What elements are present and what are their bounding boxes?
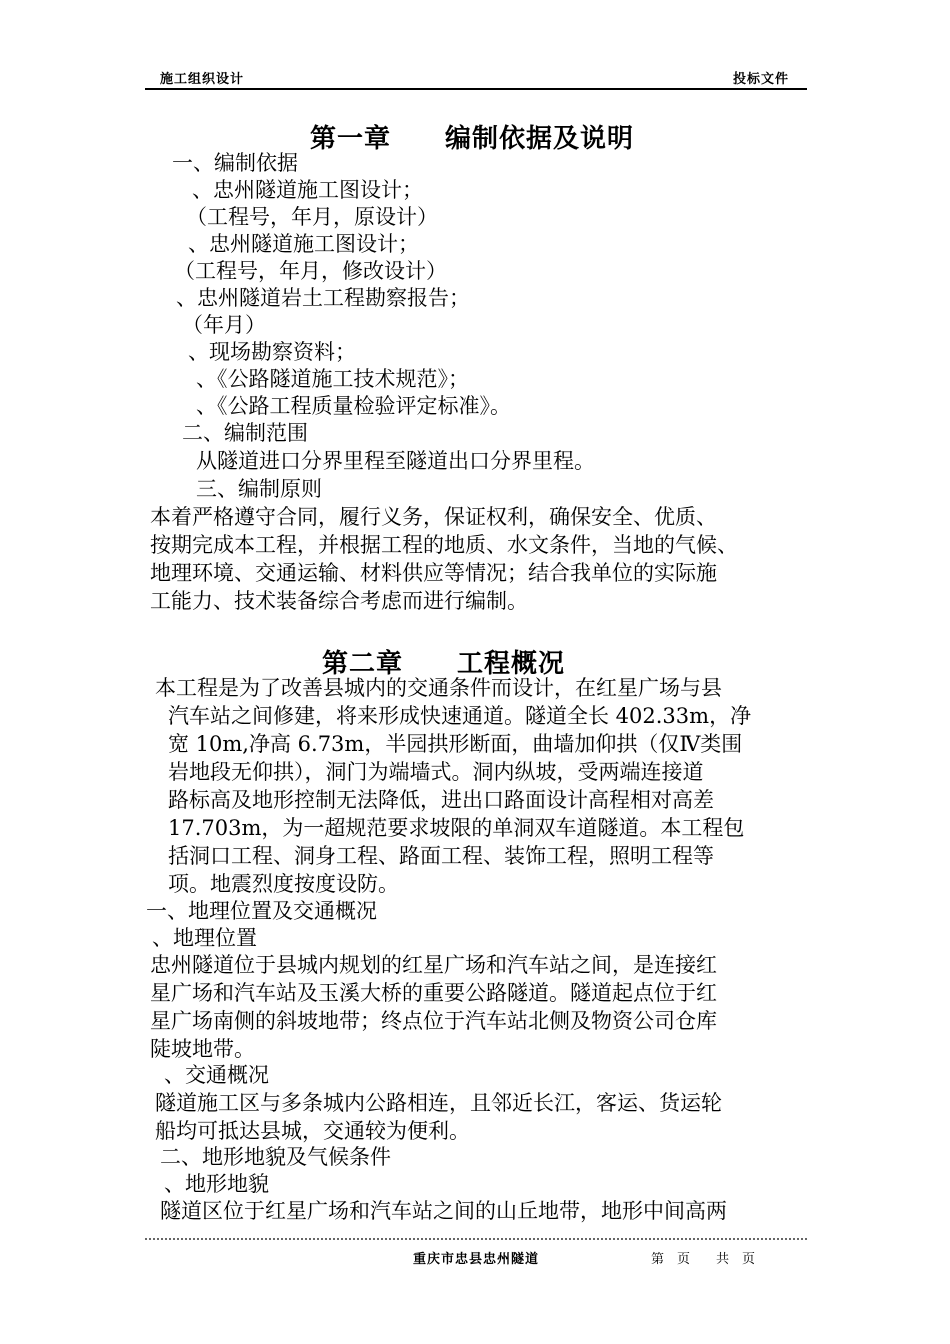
ch2-line-1: 汽车站之间修建，将来形成快速通道。隧道全长 402.33m，净 [168,704,752,728]
header-left-text: 施工组织设计 [160,72,245,87]
footer-page-number: 第 页 共 页 [651,1252,756,1267]
chapter-2-title: 第二章 工程概况 [322,649,566,679]
ch2-line-0: 本工程是为了改善县城内的交通条件而设计，在红星广场与县 [155,676,722,700]
ch1-line-6: （年月） [182,313,266,337]
ch2-line-12: 星广场南侧的斜坡地带；终点位于汽车站北侧及物资公司仓库 [150,1009,717,1033]
ch1-line-10: 二、编制范围 [182,421,308,445]
ch1-line-2: （工程号，年月，原设计） [186,205,438,229]
header-right-text: 投标文件 [733,72,790,87]
ch1-line-14: 按期完成本工程，并根据工程的地质、水文条件，当地的气候、 [150,533,738,557]
footer-rule [145,1238,807,1240]
ch2-line-18: 、地形地貌 [164,1172,269,1196]
ch2-line-19: 隧道区位于红星广场和汽车站之间的山丘地带，地形中间高两 [160,1199,727,1223]
ch1-line-15: 地理环境、交通运输、材料供应等情况；结合我单位的实际施 [150,561,717,585]
ch2-line-14: 、交通概况 [164,1063,269,1087]
ch2-line-11: 星广场和汽车站及玉溪大桥的重要公路隧道。隧道起点位于红 [150,981,717,1005]
ch2-line-9: 、地理位置 [152,926,257,950]
ch1-line-12: 三、编制原则 [196,477,322,501]
ch2-line-10: 忠州隧道位于县城内规划的红星广场和汽车站之间，是连接红 [150,953,717,977]
ch1-line-4: （工程号，年月，修改设计） [174,259,447,283]
ch2-line-3: 岩地段无仰拱），洞门为端墙式。洞内纵坡，受两端连接道 [168,760,704,784]
ch2-line-17: 二、地形地貌及气候条件 [160,1145,391,1169]
ch2-line-13: 陡坡地带。 [150,1037,255,1061]
chapter-1-title: 第一章 编制依据及说明 [310,124,635,154]
ch1-line-8: 、《公路隧道施工技术规范》； [196,367,469,391]
header-rule [145,88,807,90]
ch2-line-6: 括洞口工程、洞身工程、路面工程、装饰工程，照明工程等 [168,844,714,868]
ch2-line-15: 隧道施工区与多条城内公路相连，且邻近长江，客运、货运轮 [155,1091,722,1115]
ch1-line-7: 、现场勘察资料； [188,340,356,364]
ch1-line-1: 、忠州隧道施工图设计； [192,178,423,202]
ch1-line-5: 、忠州隧道岩土工程勘察报告； [176,286,470,310]
ch1-line-0: 一、编制依据 [172,151,298,175]
ch1-line-11: 从隧道进口分界里程至隧道出口分界里程。 [196,449,595,473]
ch2-line-4: 路标高及地形控制无法降低，进出口路面设计高程相对高差 [168,788,714,812]
ch2-line-8: 一、地理位置及交通概况 [146,899,377,923]
ch2-line-2: 宽 10m,净高 6.73m，半园拱形断面，曲墙加仰拱（仅Ⅳ类围 [168,732,743,756]
ch1-line-13: 本着严格遵守合同，履行义务，保证权利，确保安全、优质、 [150,505,717,529]
ch1-line-3: 、忠州隧道施工图设计； [188,232,419,256]
ch1-line-9: 、《公路工程质量检验评定标准》。 [196,394,511,418]
footer-project-title: 重庆市忠县忠州隧道 [413,1252,540,1267]
ch2-line-16: 船均可抵达县城，交通较为便利。 [155,1119,470,1143]
ch2-line-7: 项。地震烈度按度设防。 [168,872,399,896]
ch1-line-16: 工能力、技术装备综合考虑而进行编制。 [150,589,528,613]
ch2-line-5: 17.703m，为一超规范要求坡限的单洞双车道隧道。本工程包 [168,816,745,840]
